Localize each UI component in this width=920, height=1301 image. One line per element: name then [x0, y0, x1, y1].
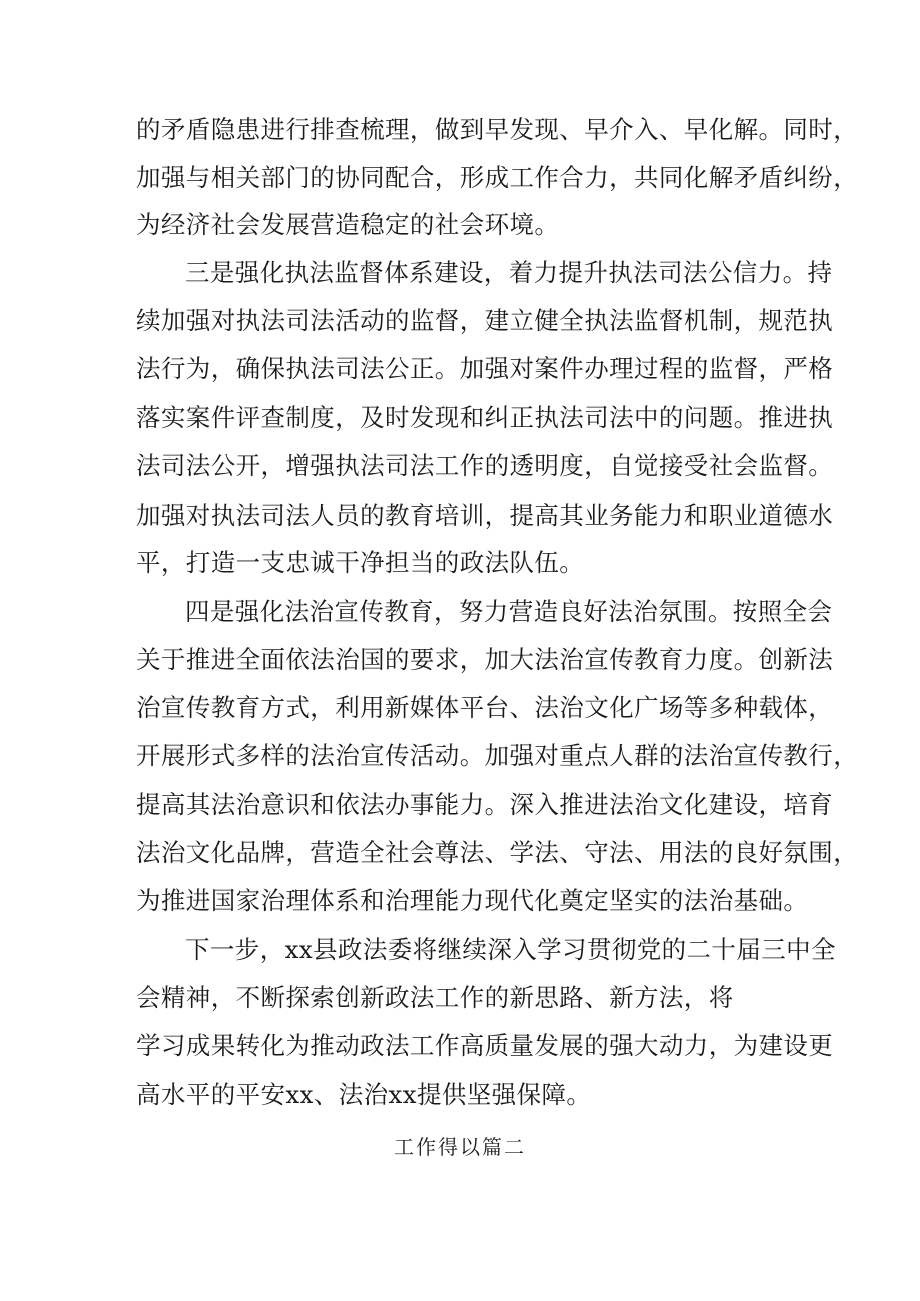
- body-text-line: 高水平的平安xx、法治xx提供坚强保障。: [136, 1080, 592, 1109]
- body-text-line: 加强对执法司法人员的教育培训，提高其业务能力和职业道德水: [136, 501, 834, 530]
- body-text-line: 治宣传教育方式，利用新媒体平台、法治文化广场等多种载体，: [136, 693, 834, 722]
- body-text-line: 法行为，确保执法司法公正。加强对案件办理过程的监督，严格: [136, 354, 834, 383]
- body-text-line: 为推进国家治理体系和治理能力现代化奠定坚实的法治基础。: [136, 886, 809, 915]
- body-text-line: 的矛盾隐患进行排查梳理，做到早发现、早介入、早化解。同时，: [136, 115, 859, 144]
- body-text-line: 关于推进全面依法治国的要求，加大法治宣传教育力度。创新法: [136, 645, 834, 674]
- body-text-line: 法治文化品牌，营造全社会尊法、学法、守法、用法的良好氛围，: [136, 838, 859, 867]
- body-text-line: 加强与相关部门的协同配合，形成工作合力，共同化解矛盾纠纷，: [136, 163, 859, 192]
- paragraph-first-line: 四是强化法治宣传教育，努力营造良好法治氛围。按照全会: [185, 597, 833, 626]
- body-text-line: 会精神，不断探索创新政法工作的新思路、新方法，将: [136, 983, 734, 1012]
- body-text-line: 开展形式多样的法治宣传活动。加强对重点人群的法治宣传教行，: [136, 741, 859, 770]
- paragraph-first-line: 下一步，xx县政法委将继续深入学习贯彻党的二十届三中全: [185, 935, 836, 964]
- body-text-line: 法司法公开，增强执法司法工作的透明度，自觉接受社会监督。: [136, 451, 834, 480]
- section-subheading: 工作得以篇二: [394, 1135, 526, 1159]
- body-text-line: 落实案件评查制度，及时发现和纠正执法司法中的问题。推进执: [136, 403, 834, 432]
- paragraph-first-line: 三是强化执法监督体系建设，着力提升执法司法公信力。持: [185, 258, 833, 287]
- body-text-line: 提高其法治意识和依法办事能力。深入推进法治文化建设，培育: [136, 790, 834, 819]
- body-text-line: 续加强对执法司法活动的监督，建立健全执法监督机制，规范执: [136, 306, 834, 335]
- body-text-line: 平，打造一支忠诚干净担当的政法队伍。: [136, 548, 585, 577]
- body-text-line: 为经济社会发展营造稳定的社会环境。: [136, 210, 560, 239]
- body-text-line: 学习成果转化为推动政法工作高质量发展的强大动力，为建设更: [136, 1031, 834, 1060]
